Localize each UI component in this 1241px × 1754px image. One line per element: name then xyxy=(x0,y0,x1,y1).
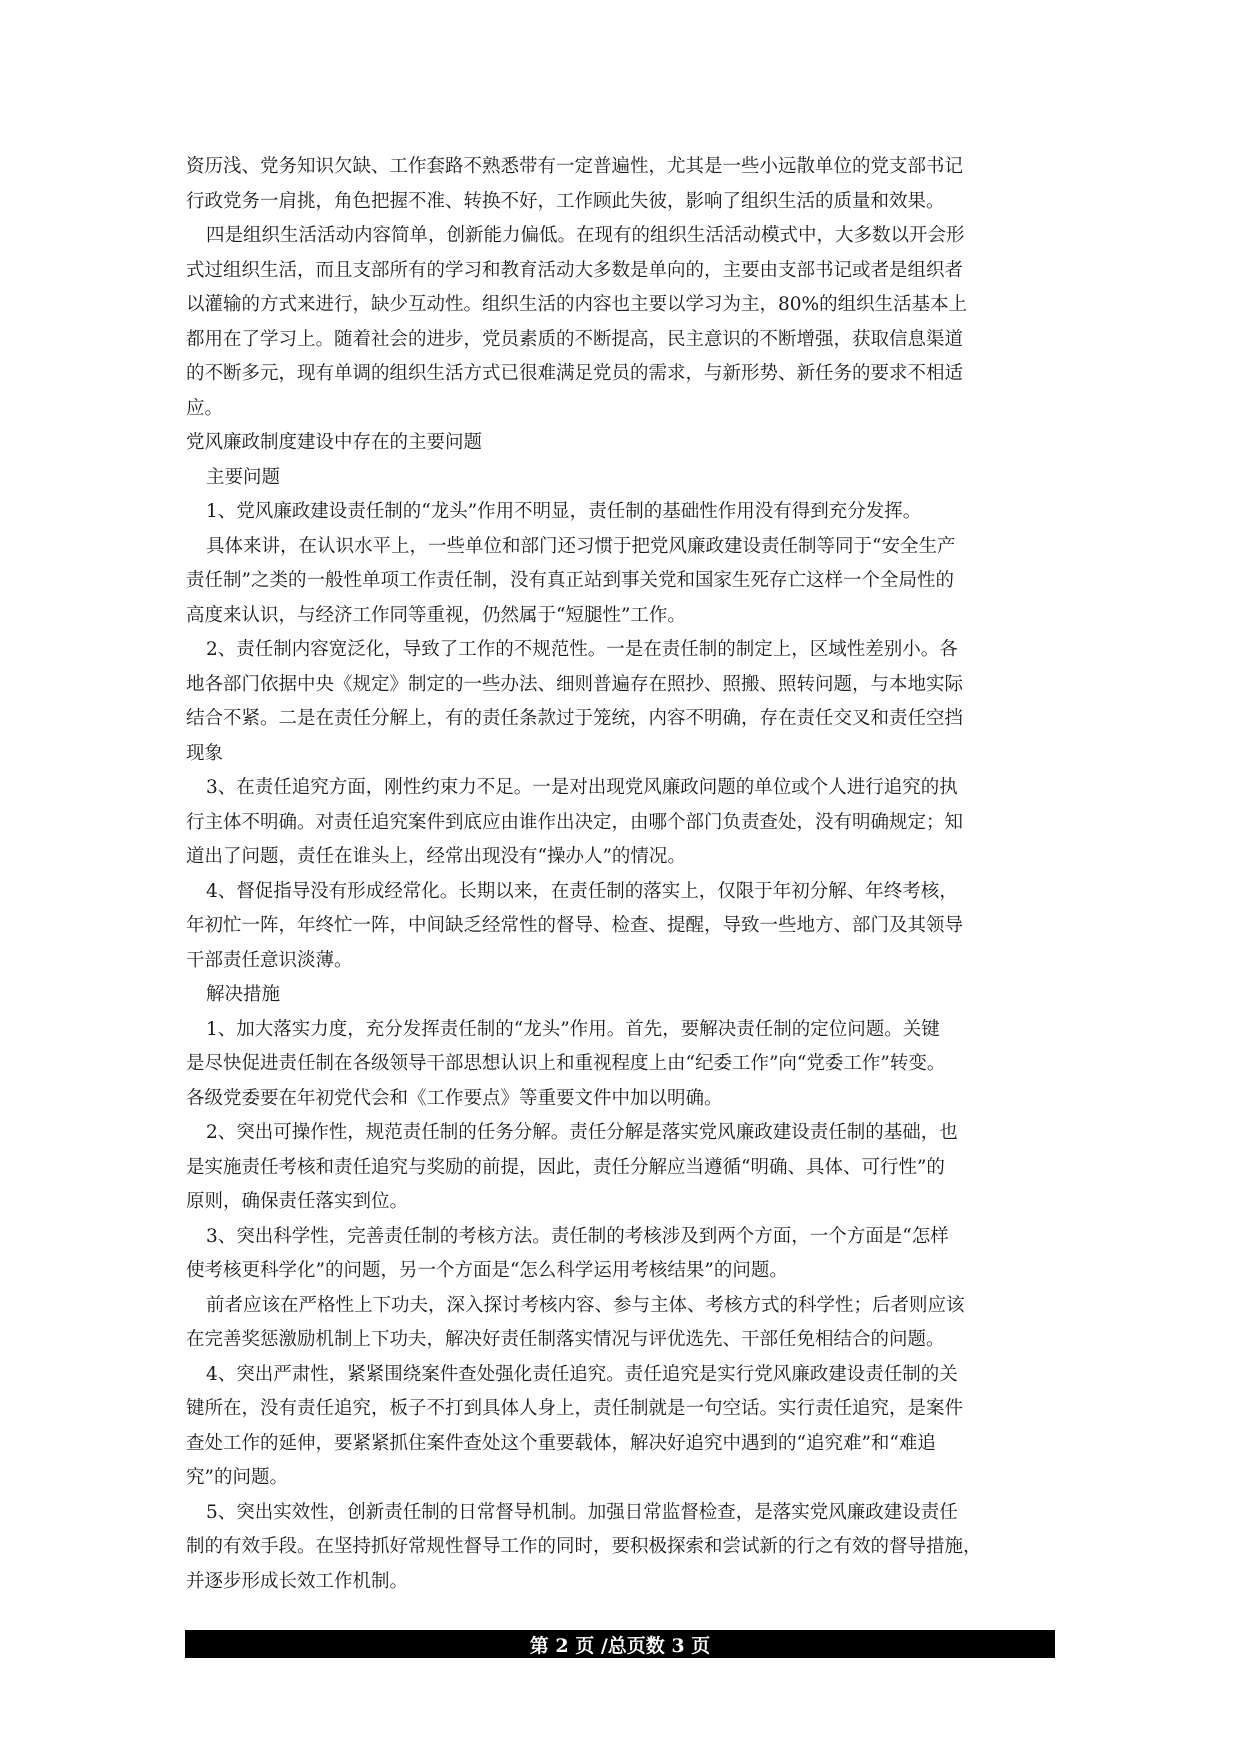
text-line: 制的有效手段。在坚持抓好常规性督导工作的同时，要积极探索和尝试新的行之有效的督导措施， xyxy=(186,1536,982,1557)
text-line: 高度来认识，与经济工作同等重视，仍然属于“短腿性”工作。 xyxy=(186,604,686,626)
text-line: 行政党务一肩挑，角色把握不准、转换不好，工作顾此失彼，影响了组织生活的质量和效果。 xyxy=(186,190,945,212)
text-line: 的不断多元，现有单调的组织生活方式已很难满足党员的需求，与新形势、新任务的要求不相适 xyxy=(186,363,964,384)
text-line: 各级党委要在年初党代会和《工作要点》等重要文件中加以明确。 xyxy=(186,1087,723,1109)
text-line: 原则，确保责任落实到位。 xyxy=(186,1191,409,1212)
text-line: 3、在责任追究方面，刚性约束力不足。一是对出现党风廉政问题的单位或个人进行追究的执 xyxy=(206,777,958,798)
text-line: 1、党风廉政建设责任制的“龙头”作用不明显，责任制的基础性作用没有得到充分发挥。 xyxy=(206,501,922,522)
text-line: 1、加大落实力度，充分发挥责任制的“龙头”作用。首先，要解决责任制的定位问题。关键 xyxy=(206,1018,940,1040)
text-line: 前者应该在严格性上下功夫，深入探讨考核内容、参与主体、考核方式的科学性；后者则应该 xyxy=(206,1294,965,1316)
text-line: 现象 xyxy=(186,742,224,764)
text-line: 查处工作的延伸，要紧紧抓住案件查处这个重要载体，解决好追究中遇到的“追究难”和“难追 xyxy=(186,1432,936,1454)
text-line: 4、突出严肃性，紧紧围绕案件查处强化责任追究。责任追究是实行党风廉政建设责任制的关 xyxy=(206,1363,958,1385)
text-line: 是实施责任考核和责任追究与奖励的前提，因此，责任分解应当遵循“明确、具体、可行性”的 xyxy=(186,1156,945,1178)
text-line: 键所在，没有责任追究，板子不打到具体人身上，责任制就是一句空话。实行责任追究，是案件 xyxy=(186,1398,964,1419)
text-line: 干部责任意识淡薄。 xyxy=(186,949,353,971)
text-line: 2、突出可操作性，规范责任制的任务分解。责任分解是落实党风廉政建设责任制的基础，也 xyxy=(206,1122,958,1143)
text-line: 四是组织生活活动内容简单，创新能力偏低。在现有的组织生活活动模式中，大多数以开会形 xyxy=(206,225,965,246)
text-line: 并逐步形成长效工作机制。 xyxy=(186,1570,409,1592)
text-line: 道出了问题，责任在谁头上，经常出现没有“操办人”的情况。 xyxy=(186,846,686,867)
text-line: 4、督促指导没有形成经常化。长期以来，在责任制的落实上，仅限于年初分解、年终考核， xyxy=(206,880,958,902)
text-line: 究”的问题。 xyxy=(186,1467,288,1488)
text-line: 使考核更科学化”的问题，另一个方面是“怎么科学运用考核结果”的问题。 xyxy=(186,1260,788,1281)
text-line: 具体来讲，在认识水平上，一些单位和部门还习惯于把党风廉政建设责任制等同于“安全生产 xyxy=(206,535,956,557)
text-line: 式过组织生活，而且支部所有的学习和教育活动大多数是单向的，主要由支部书记或者是组织者 xyxy=(186,259,964,281)
document-body xyxy=(186,150,1052,1599)
text-line: 应。 xyxy=(186,397,224,419)
text-line: 地各部门依据中央《规定》制定的一些办法、细则普遍存在照抄、照搬、照转问题，与本地实际 xyxy=(186,673,964,695)
text-line: 资历浅、党务知识欠缺、工作套路不熟悉带有一定普遍性，尤其是一些小远散单位的党支部书记 xyxy=(186,156,964,177)
text-line: 结合不紧。二是在责任分解上，有的责任条款过于笼统，内容不明确，存在责任交叉和责任空挡 xyxy=(186,708,964,729)
text-line: 在完善奖惩激励机制上下功夫，解决好责任制落实情况与评优选先、干部任免相结合的问题。 xyxy=(186,1329,945,1350)
text-line: 5、突出实效性，创新责任制的日常督导机制。加强日常监督检查，是落实党风廉政建设责任 xyxy=(206,1501,958,1523)
page-number-label: 第 2 页 /总页数 3 页 xyxy=(529,1634,711,1657)
text-line: 解决措施 xyxy=(206,984,281,1005)
text-line: 年初忙一阵，年终忙一阵，中间缺乏经常性的督导、检查、提醒，导致一些地方、部门及其领导 xyxy=(186,915,964,936)
text-line: 党风廉政制度建设中存在的主要问题 xyxy=(186,432,483,453)
text-line: 都用在了学习上。随着社会的进步，党员素质的不断提高，民主意识的不断增强，获取信息渠道 xyxy=(186,328,964,350)
text-line: 2、责任制内容宽泛化，导致了工作的不规范性。一是在责任制的制定上，区域性差别小。各 xyxy=(206,639,958,660)
text-line: 3、突出科学性，完善责任制的考核方法。责任制的考核涉及到两个方面，一个方面是“怎样 xyxy=(206,1225,949,1247)
text-line: 行主体不明确。对责任追究案件到底应由谁作出决定，由哪个部门负责查处，没有明确规定；知 xyxy=(186,811,964,833)
text-line: 以灌输的方式来进行，缺少互动性。组织生活的内容也主要以学习为主，80%的组织生活基本上 xyxy=(186,294,968,315)
text-line: 是尽快促进责任制在各级领导干部思想认识上和重视程度上由“纪委工作”向“党委工作”转变。 xyxy=(186,1053,946,1074)
text-line: 责任制”之类的一般性单项工作责任制，没有真正站到事关党和国家生死存亡这样一个全局性的 xyxy=(186,570,954,591)
page-footer xyxy=(185,1630,1055,1658)
text-line: 主要问题 xyxy=(206,466,281,488)
